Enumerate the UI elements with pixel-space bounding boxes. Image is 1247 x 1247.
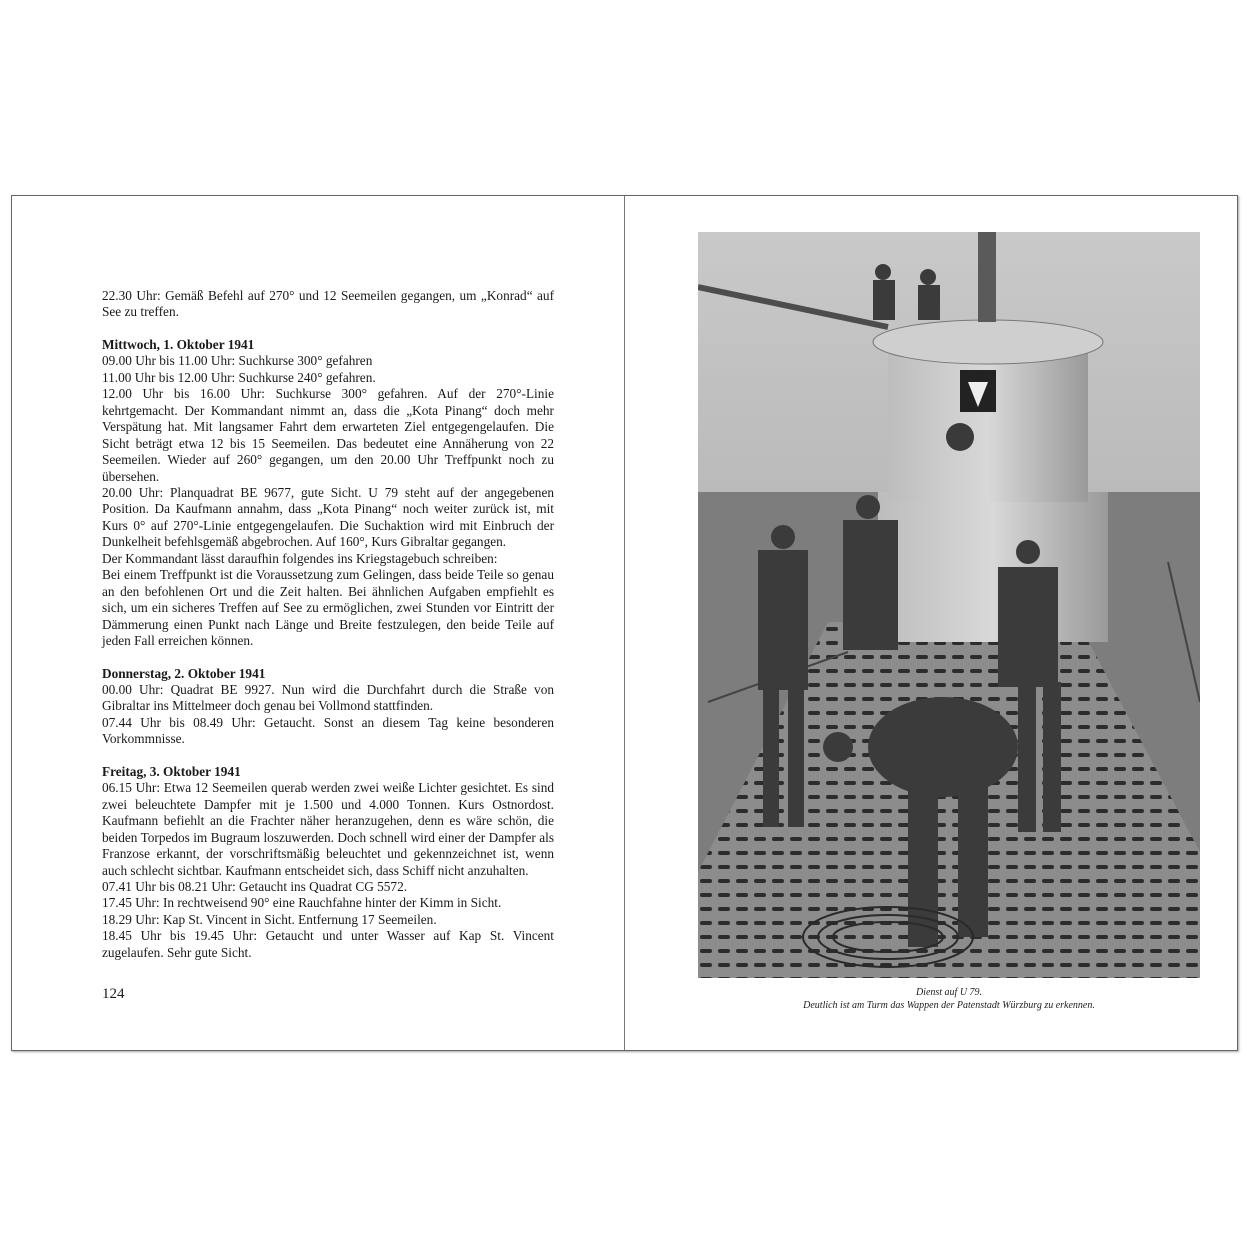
entry-line: 09.00 Uhr bis 11.00 Uhr: Suchkurse 300° gefahren bbox=[102, 353, 373, 369]
entry-line: 20.00 Uhr: Planquadrat BE 9677, gute Sicht. U 79 steht auf der angegebenen Position. Da Kaufmann annahm, dass „Kota Pinang“ noch weiter zurück ist, mit Kurs 0° auf 270°-Linie entgegengelaufen. Die Suchaktion wird mit Einbruch der Dunkelheit befehlsgemäß abgebrochen. Auf 160°, Kurs Gibraltar gegangen. bbox=[102, 484, 554, 550]
entry-line: 00.00 Uhr: Quadrat BE 9927. Nun wird die Durchfahrt durch die Straße von Gibraltar ins Mittelmeer doch genau bei Vollmond stattfinden. bbox=[102, 681, 554, 714]
entry-line: 06.15 Uhr: Etwa 12 Seemeilen querab werden zwei weiße Lichter gesichtet. Es sind zwei beleuchtete Dampfer mit je 1.500 und 4.000 Tonnen. Kurs Ostnordost. Kaufmann befiehlt an die Frachter näher heranzugehen, denn es wäre schön, die beiden Torpedos im Bugraum loszuwerden. Doch schnell wird einer der Dampfer als Franzose erkannt, der vorschriftsmäßig beleuchtet und gekennzeichnet ist, wenn auch schlecht sichtbar. Kaufmann entscheidet sich, dass Schiff nicht anzuhalten. bbox=[102, 780, 554, 878]
entry-line: 18.29 Uhr: Kap St. Vincent in Sicht. Entfernung 17 Seemeilen. bbox=[102, 911, 437, 927]
photo-caption bbox=[698, 986, 1200, 1012]
page-number: 124 bbox=[102, 986, 125, 1002]
book-gutter bbox=[624, 196, 625, 1050]
caption-line-1: Dienst auf U 79. bbox=[915, 987, 983, 998]
entry-line: 17.45 Uhr: In rechtweisend 90° eine Rauchfahne hinter der Kimm in Sicht. bbox=[102, 895, 502, 911]
entry-heading-thursday: Donnerstag, 2. Oktober 1941 bbox=[102, 665, 266, 681]
book-spread bbox=[11, 195, 1238, 1051]
entry-line: 07.44 Uhr bis 08.49 Uhr: Getaucht. Sonst an diesem Tag keine besonderen Vorkommnisse. bbox=[102, 714, 554, 747]
photo-u79-tower-crew bbox=[698, 232, 1200, 978]
entry-line: 07.41 Uhr bis 08.21 Uhr: Getaucht ins Quadrat CG 5572. bbox=[102, 878, 408, 894]
entry-line: 12.00 Uhr bis 16.00 Uhr: Suchkurse 300° gefahren. Auf der 270°-Linie kehrtgemacht. Der Kommandant nimmt an, dass die „Kota Pinang“ doch mehr Verspätung hat. Mit langsamer Fahrt dem erwarteten Ziel entgegengelaufen. Die Sicht beträgt etwa 12 bis 15 Seemeilen. Das bedeutet eine Annäherung von 22 Seemeilen. Wieder auf 260° gegangen, um den 20.00 Uhr Treffpunkt noch zu übersehen. bbox=[102, 386, 554, 484]
entry-heading-wednesday: Mittwoch, 1. Oktober 1941 bbox=[102, 336, 255, 352]
entry-heading-friday: Freitag, 3. Oktober 1941 bbox=[102, 763, 241, 779]
left-page-text bbox=[102, 288, 554, 961]
intro-paragraph: 22.30 Uhr: Gemäß Befehl auf 270° und 12 Seemeilen gegangen, um „Konrad“ auf See zu treffen. bbox=[102, 288, 554, 320]
entry-line: 18.45 Uhr bis 19.45 Uhr: Getaucht und unter Wasser auf Kap St. Vincent zugelaufen. Sehr gute Sicht. bbox=[102, 928, 554, 960]
entry-line: Der Kommandant lässt daraufhin folgendes ins Kriegstagebuch schreiben: bbox=[102, 550, 498, 566]
entry-line: 11.00 Uhr bis 12.00 Uhr: Suchkurse 240° gefahren. bbox=[102, 369, 376, 385]
entry-line: Bei einem Treffpunkt ist die Voraussetzung zum Gelingen, dass beide Teile so genau an den befohlenen Ort und die Zeit halten. Bei ähnlichen Aufgaben empfiehlt es sich, um ein sicheres Treffen auf See zu ermöglichen, zwei Stunden vor Eintritt der Dämmerung einen Punkt nach Länge und Breite festzulegen, den beide Teile auf jeden Fall erreichen können. bbox=[102, 567, 554, 649]
caption-line-2: Deutlich ist am Turm das Wappen der Patenstadt Würzburg zu erkennen. bbox=[803, 1000, 1095, 1011]
